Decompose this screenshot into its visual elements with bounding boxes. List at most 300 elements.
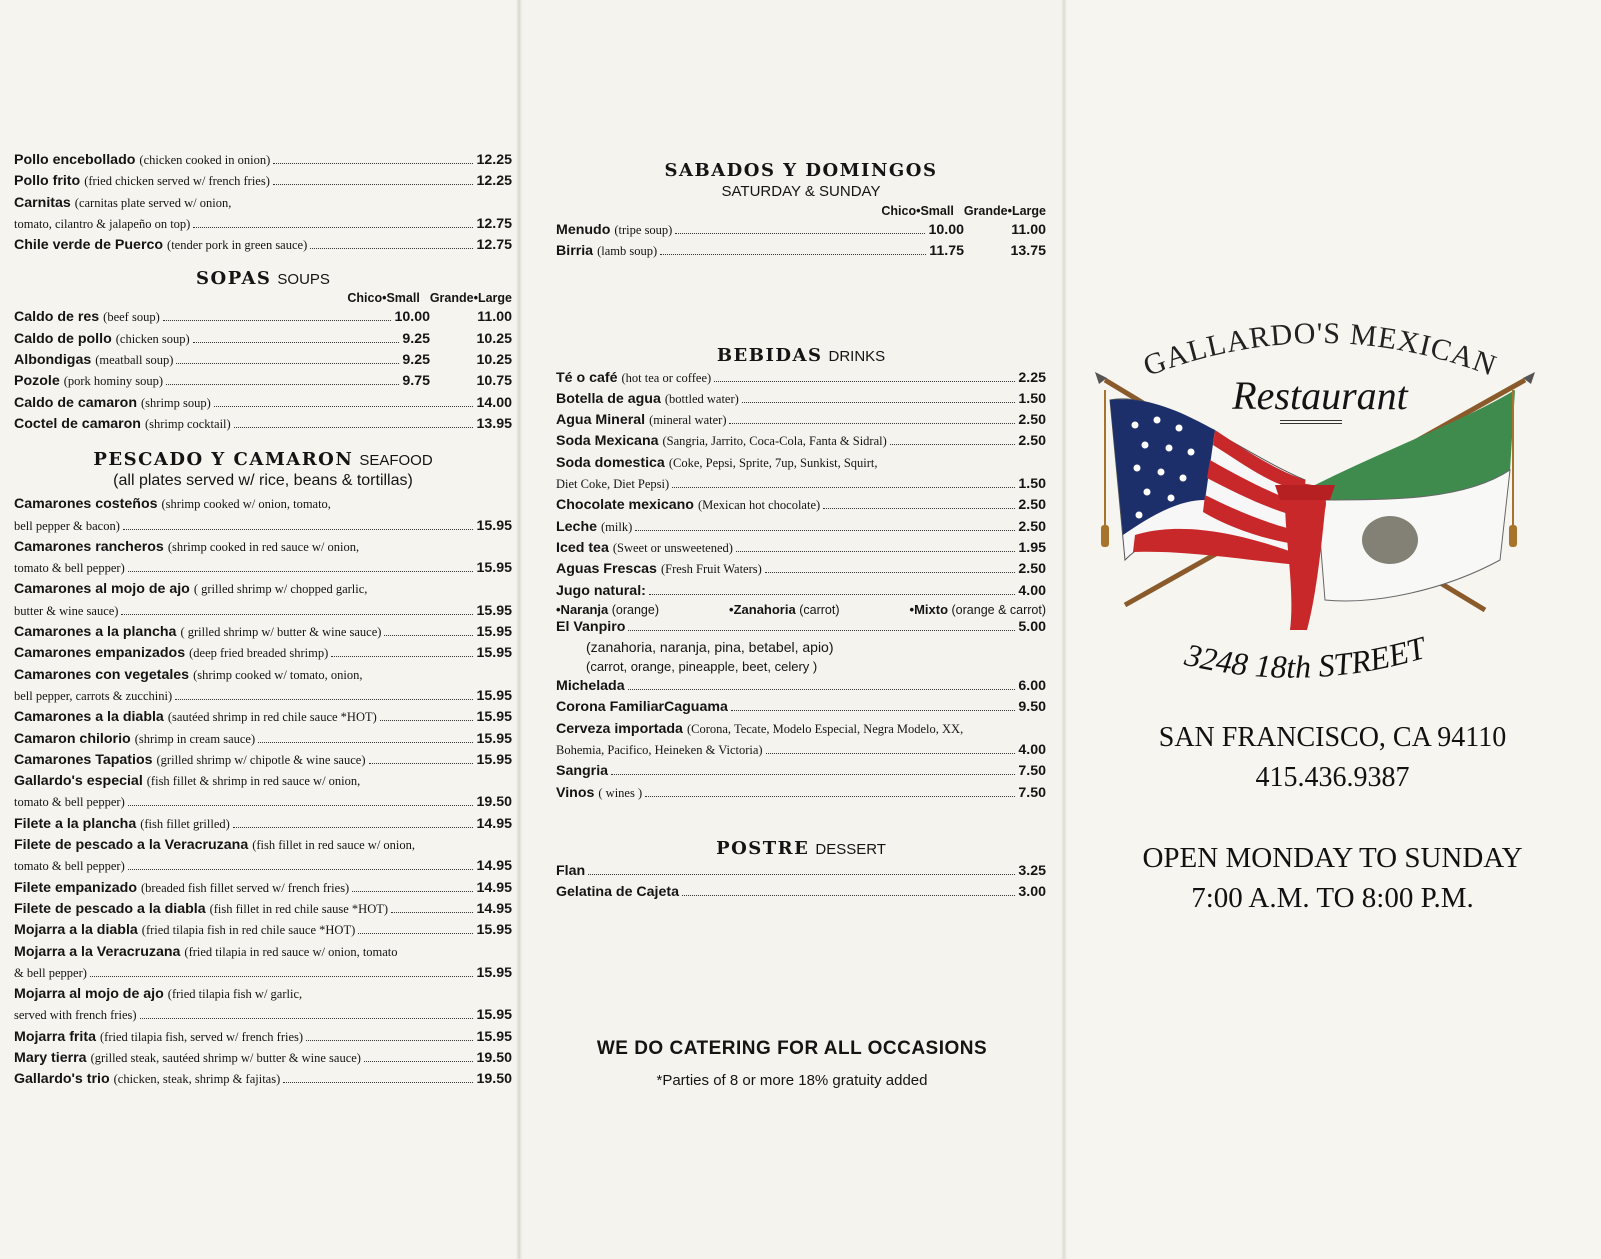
item-row-continued: [14, 214, 512, 235]
item-row: [556, 761, 1046, 782]
menu-item: [14, 729, 512, 750]
item-name: Caldo de res: [14, 309, 100, 326]
menu-item: [556, 241, 1046, 262]
item-row: [14, 707, 512, 728]
item-row: [14, 414, 512, 435]
address-text: 3248 18th STREET: [1181, 629, 1430, 685]
leader-dots: [140, 1018, 474, 1019]
item-row: [556, 410, 1046, 431]
item-price: 1.50: [1018, 390, 1046, 407]
item-description-continued: served with french fries): [14, 1008, 137, 1023]
price-large: 11.00: [477, 309, 512, 326]
menu-item: [556, 581, 1046, 602]
leader-dots: [729, 423, 1015, 424]
leader-dots: [391, 912, 473, 913]
item-row-continued: [556, 740, 1046, 761]
catering-note: *Parties of 8 or more 18% gratuity added: [656, 1072, 928, 1089]
item-name: Mary tierra: [14, 1049, 87, 1066]
item-description: (pork hominy soup): [63, 374, 164, 389]
item-description: (fried tilapia fish, served w/ french fries): [100, 1029, 304, 1044]
item-row: [14, 150, 512, 171]
item-description-continued: tomato, cilantro & jalapeño on top): [14, 216, 191, 231]
leader-dots: [675, 233, 925, 234]
menu-item: [556, 389, 1046, 410]
menu-item: [14, 579, 512, 622]
item-row: [556, 783, 1046, 804]
item-price: 15.95: [476, 560, 512, 577]
leader-dots: [890, 444, 1016, 445]
item-row-continued: [14, 601, 512, 622]
menu-item: [14, 150, 512, 171]
item-row: [14, 329, 512, 350]
leader-dots: [742, 402, 1016, 403]
item-price: 2.50: [1018, 433, 1046, 450]
leader-dots: [682, 895, 1015, 896]
vampiro-ingredients-es: (zanahoria, naranja, pina, betabel, apio): [586, 639, 834, 656]
item-name: Camarones Tapatios: [14, 751, 153, 768]
leader-dots: [628, 689, 1016, 690]
item-name: Gallardo's trio: [14, 1071, 110, 1088]
leader-dots: [90, 976, 474, 977]
menu-item: [14, 622, 512, 643]
item-price: 2.50: [1018, 561, 1046, 578]
postre-list: [556, 861, 1046, 904]
item-description: (deep fried breaded shrimp): [189, 646, 329, 661]
item-description: (Coke, Pepsi, Sprite, 7up, Sunkist, Squirt,: [668, 455, 878, 470]
item-description: (shrimp cooked in red sauce w/ onion,: [167, 539, 360, 554]
logo-subtitle: Restaurant: [1232, 373, 1408, 418]
item-row: [14, 193, 512, 214]
item-price: 15.95: [476, 602, 512, 619]
item-row: [556, 431, 1046, 452]
item-price: 15.95: [476, 1007, 512, 1024]
item-name: Carnitas: [14, 194, 71, 211]
item-description-continued: tomato & bell pepper): [14, 795, 125, 810]
leader-dots: [310, 248, 473, 249]
item-price: 15.95: [476, 730, 512, 747]
item-price: 15.95: [476, 1028, 512, 1045]
item-row-continued: [556, 474, 1046, 495]
item-row: [14, 371, 512, 392]
item-description: ( grilled shrimp w/ chopped garlic,: [193, 582, 368, 597]
leader-dots: [234, 427, 474, 428]
item-description: (Corona, Tecate, Modelo Especial, Negra Modelo, XX,: [686, 721, 964, 736]
leader-dots: [306, 1040, 473, 1041]
leader-dots: [352, 891, 473, 892]
menu-item: [556, 559, 1046, 580]
item-description: (fried tilapia in red sauce w/ onion, tomato: [184, 944, 398, 959]
leader-dots: [714, 381, 1015, 382]
item-description: (Mexican hot chocolate): [697, 498, 821, 513]
item-row: [14, 622, 512, 643]
item-row: [14, 665, 512, 686]
item-name: Mojarra al mojo de ajo: [14, 986, 164, 1003]
menu-item: [14, 193, 512, 236]
item-description: (shrimp in cream sauce): [134, 731, 256, 746]
item-price: 12.25: [476, 173, 512, 190]
item-description: (grilled steak, sautéed shrimp w/ butter & wine sauce): [90, 1050, 361, 1065]
item-row: [556, 538, 1046, 559]
menu-item: [556, 495, 1046, 516]
item-description: (chicken cooked in onion): [139, 153, 271, 167]
menu-item: [556, 676, 1046, 697]
item-price: 2.25: [1018, 369, 1046, 386]
menu-item: [556, 410, 1046, 431]
item-row: [556, 368, 1046, 389]
leader-dots: [273, 163, 473, 164]
item-price: 3.00: [1018, 884, 1046, 901]
juice-flavor: [729, 602, 839, 617]
city-line: SAN FRANCISCO, CA 94110: [1158, 722, 1507, 753]
flavor-name: •Zanahoria: [729, 601, 796, 617]
item-name: Agua Mineral: [556, 412, 646, 429]
item-row: [14, 899, 512, 920]
item-name: Iced tea: [556, 539, 609, 556]
sopas-heading: [14, 268, 512, 289]
item-row: [14, 920, 512, 941]
item-description: (fish fillet & shrimp in red sauce w/ onion,: [146, 774, 361, 789]
size-small-label: Chico•Small: [347, 291, 420, 306]
leader-dots: [611, 774, 1015, 775]
item-price: 19.50: [476, 1071, 512, 1088]
item-row: [556, 241, 1046, 262]
leader-dots: [588, 874, 1015, 875]
item-name: Vinos: [556, 784, 595, 801]
item-description: (fish fillet grilled): [140, 816, 230, 831]
item-row: [14, 307, 512, 328]
item-description-continued: tomato & bell pepper): [14, 859, 125, 874]
item-description: (mineral water): [649, 413, 727, 428]
item-price: 4.00: [1018, 582, 1046, 599]
item-description: (Fresh Fruit Waters): [660, 562, 762, 577]
menu-item: [14, 643, 512, 664]
menu-item: [556, 719, 1046, 762]
menu-item: [14, 537, 512, 580]
item-name: Camaron chilorio: [14, 730, 131, 747]
menu-item: [14, 899, 512, 920]
menu-item: [556, 761, 1046, 782]
item-price: 2.50: [1018, 497, 1046, 514]
pescado-title: PESCADO Y CAMARON: [93, 449, 354, 471]
item-price: 14.00: [476, 394, 512, 411]
item-row: [14, 1027, 512, 1048]
menu-item: [14, 835, 512, 878]
leader-dots: [635, 530, 1015, 531]
item-price: 2.50: [1018, 412, 1046, 429]
item-description: (fish fillet in red chile sause *HOT): [209, 901, 389, 916]
leader-dots: [766, 753, 1016, 754]
item-row: [14, 942, 512, 963]
item-name: Gallardo's especial: [14, 773, 143, 790]
item-name: Caldo de camaron: [14, 394, 137, 411]
juice-flavor: [910, 602, 1046, 617]
phone-number: 415.436.9387: [1255, 762, 1410, 793]
leader-dots: [384, 635, 473, 636]
leader-dots: [214, 406, 474, 407]
leader-dots: [193, 227, 473, 228]
menu-item: [14, 1048, 512, 1069]
svg-text:3248 18th STREET: [1181, 629, 1432, 685]
leader-dots: [649, 594, 1016, 595]
item-name: Chocolate mexicano: [556, 497, 694, 514]
item-price: 12.25: [476, 152, 512, 168]
postre-heading: [556, 838, 1046, 859]
item-name: Corona FamiliarCaguama: [556, 699, 728, 716]
item-row: [14, 494, 512, 515]
price-small: 9.25: [402, 352, 430, 369]
item-row: [14, 537, 512, 558]
bebidas-title-en: DRINKS: [828, 347, 886, 365]
hours-times: 7:00 A.M. TO 8:00 P.M.: [1191, 882, 1474, 914]
item-description: ( grilled shrimp w/ butter & wine sauce): [180, 625, 382, 640]
menu-item: [556, 368, 1046, 389]
item-row: [14, 235, 512, 256]
item-row: [14, 729, 512, 750]
item-name: Gelatina de Cajeta: [556, 884, 680, 901]
top-items-list: [14, 150, 512, 256]
item-price: 9.50: [1018, 699, 1046, 716]
item-name: Aguas Frescas: [556, 561, 657, 578]
item-row: [556, 559, 1046, 580]
item-description: (hot tea or coffee): [621, 370, 712, 385]
item-price: 14.95: [476, 879, 512, 896]
item-price: 1.50: [1018, 476, 1046, 493]
item-description: (sautéed shrimp in red chile sauce *HOT): [167, 710, 377, 725]
item-description: (fried tilapia fish in red chile sauce *HOT): [141, 923, 356, 938]
item-price: 19.50: [476, 794, 512, 811]
menu-item: [14, 814, 512, 835]
flavor-description: (orange): [611, 602, 659, 617]
item-price: 15.95: [476, 687, 512, 704]
item-price: 5.00: [1018, 618, 1046, 635]
item-row-continued: [14, 856, 512, 877]
leader-dots: [128, 571, 474, 572]
item-name: Botella de agua: [556, 390, 661, 407]
leader-dots: [765, 572, 1016, 573]
price-small: 10.00: [394, 309, 430, 326]
pescado-note: (all plates served w/ rice, beans & tortillas): [113, 472, 413, 490]
menu-item: [14, 414, 512, 435]
item-price: 2.50: [1018, 518, 1046, 535]
item-row-continued: [14, 1005, 512, 1026]
leader-dots: [736, 551, 1015, 552]
item-name: Caldo de pollo: [14, 330, 112, 347]
item-description: (fish fillet in red sauce w/ onion,: [252, 838, 416, 853]
leader-dots: [283, 1082, 473, 1083]
postre-title: POSTRE: [716, 837, 810, 859]
item-description: (chicken, steak, shrimp & fajitas): [113, 1072, 281, 1087]
item-description: (lamb soup): [597, 244, 658, 259]
item-price: 12.75: [476, 215, 512, 232]
item-name: Birria: [556, 243, 594, 260]
item-description-continued: bell pepper & bacon): [14, 518, 120, 533]
menu-item: [556, 783, 1046, 804]
leader-dots: [731, 710, 1016, 711]
leader-dots: [128, 805, 474, 806]
bebidas-heading: [556, 345, 1046, 366]
item-row: [14, 771, 512, 792]
menu-item: [14, 942, 512, 985]
crossed-flags-logo: [1085, 360, 1545, 630]
item-name: Pollo encebollado: [14, 152, 136, 168]
menu-item: [14, 307, 512, 328]
menu-item: [14, 707, 512, 728]
catering-title: WE DO CATERING FOR ALL OCCASIONS: [596, 1038, 988, 1059]
leader-dots: [123, 529, 474, 530]
item-price: 15.95: [476, 517, 512, 534]
item-row: [14, 835, 512, 856]
leader-dots: [176, 363, 399, 364]
menu-item: [14, 984, 512, 1027]
item-description: (meatball soup): [95, 353, 174, 368]
item-row: [556, 389, 1046, 410]
item-row: [556, 719, 1046, 740]
item-description-continued: bell pepper, carrots & zucchini): [14, 688, 173, 703]
bebidas-title: BEBIDAS: [716, 344, 823, 366]
leader-dots: [233, 827, 474, 828]
leader-dots: [193, 342, 400, 343]
leader-dots: [628, 630, 1015, 631]
fold-crease: [1061, 0, 1067, 1259]
item-description: (beef soup): [103, 310, 160, 325]
juice-flavor: [556, 602, 659, 617]
item-description: (bottled water): [664, 391, 739, 406]
sopas-title-en: SOUPS: [277, 271, 330, 289]
item-row-continued: [14, 963, 512, 984]
size-large-label: Grande•Large: [963, 204, 1046, 218]
menu-item: [14, 878, 512, 899]
leader-dots: [369, 763, 474, 764]
item-name: Menudo: [556, 222, 611, 238]
leader-dots: [672, 487, 1015, 488]
item-row: [14, 878, 512, 899]
item-name: Filete empanizado: [14, 879, 137, 896]
bebidas-list-2: [556, 676, 1046, 804]
item-description: (chicken soup): [115, 331, 190, 346]
item-price: 15.95: [476, 645, 512, 662]
menu-item: [556, 882, 1046, 903]
item-name: Michelada: [556, 678, 625, 695]
item-description: (tripe soup): [614, 223, 673, 237]
menu-item: [14, 750, 512, 771]
item-price: 7.50: [1018, 763, 1046, 780]
leader-dots: [380, 720, 474, 721]
weekend-title-en: SATURDAY & SUNDAY: [721, 183, 881, 200]
item-description: (grilled shrimp w/ chipotle & wine sauce): [156, 752, 366, 767]
pescado-heading: [14, 449, 512, 470]
item-row-continued: [14, 792, 512, 813]
menu-item: [556, 431, 1046, 452]
item-description-continued: Bohemia, Pacifico, Heineken & Victoria): [556, 743, 763, 758]
item-price: 19.50: [476, 1049, 512, 1066]
item-row: [14, 1069, 512, 1090]
item-price: 15.95: [476, 624, 512, 641]
item-price: 1.95: [1018, 539, 1046, 556]
item-name: El Vanpiro: [556, 618, 626, 635]
item-price: 6.00: [1018, 678, 1046, 695]
item-name: Coctel de camaron: [14, 415, 141, 432]
item-name: Camarones al mojo de ajo: [14, 581, 190, 598]
fold-crease: [516, 0, 522, 1259]
item-name: Chile verde de Puerco: [14, 237, 164, 254]
menu-item: [14, 920, 512, 941]
flavor-name: •Mixto: [909, 601, 949, 617]
flavor-name: •Naranja: [556, 601, 609, 617]
price-small: 9.75: [402, 373, 430, 390]
menu-item: [14, 494, 512, 537]
item-price: 15.95: [476, 709, 512, 726]
item-description: (Sweet or unsweetened): [612, 540, 733, 555]
item-name: Leche: [556, 518, 598, 535]
menu-item: [14, 1069, 512, 1090]
item-row: [556, 220, 1046, 241]
item-price: 15.95: [476, 751, 512, 768]
sopas-title: SOPAS: [196, 268, 272, 290]
size-large-label: Grande•Large: [429, 291, 512, 306]
weekend-list: [556, 220, 1046, 263]
menu-item: [556, 220, 1046, 241]
item-name: Camarones a la plancha: [14, 624, 177, 641]
menu-item: [14, 235, 512, 256]
leader-dots: [121, 614, 473, 615]
item-description: ( wines ): [598, 785, 643, 800]
item-row: [14, 750, 512, 771]
price-small: 10.00: [928, 222, 964, 238]
item-row: [14, 643, 512, 664]
price-large: 10.75: [476, 373, 512, 390]
item-row: [556, 882, 1046, 903]
price-large: 10.25: [476, 352, 512, 369]
leader-dots: [645, 796, 1015, 797]
menu-item: [556, 697, 1046, 718]
price-large: 11.00: [1011, 222, 1046, 238]
menu-item: [14, 771, 512, 814]
item-description-continued: Diet Coke, Diet Pepsi): [556, 477, 670, 492]
item-row: [556, 517, 1046, 538]
item-row: [556, 861, 1046, 882]
menu-item: [14, 665, 512, 708]
menu-item: [14, 171, 512, 192]
item-name: Mojarra a la Veracruzana: [14, 943, 181, 960]
vampiro-ingredients-en: (carrot, orange, pineapple, beet, celery ): [586, 659, 818, 675]
item-price: 15.95: [476, 922, 512, 939]
item-name: Camarones con vegetales: [14, 666, 190, 683]
item-price: 3.25: [1018, 862, 1046, 879]
item-name: Camarones empanizados: [14, 645, 186, 662]
leader-dots: [258, 742, 473, 743]
item-name: Mojarra frita: [14, 1028, 96, 1045]
item-description: (shrimp soup): [141, 395, 211, 410]
menu-item: [556, 861, 1046, 882]
item-name: Jugo natural:: [556, 582, 646, 599]
item-name: Pozole: [14, 373, 60, 390]
item-name: Soda domestica: [556, 454, 665, 471]
item-name: Albondigas: [14, 352, 92, 369]
item-description: (carnitas plate served w/ onion,: [74, 195, 232, 210]
item-name: Filete a la plancha: [14, 815, 137, 832]
menu-item: [14, 350, 512, 371]
flavor-description: (orange & carrot): [951, 602, 1046, 617]
hours-days: OPEN MONDAY TO SUNDAY: [1142, 842, 1523, 874]
leader-dots: [273, 184, 474, 185]
item-description: (shrimp cooked w/ onion, tomato,: [161, 497, 331, 512]
item-row: [14, 1048, 512, 1069]
menu-item-vampiro: [556, 617, 1046, 638]
pescado-list: [14, 494, 512, 1090]
weekend-size-header: [556, 204, 1046, 218]
leader-dots: [364, 1061, 474, 1062]
item-row-continued: [14, 686, 512, 707]
